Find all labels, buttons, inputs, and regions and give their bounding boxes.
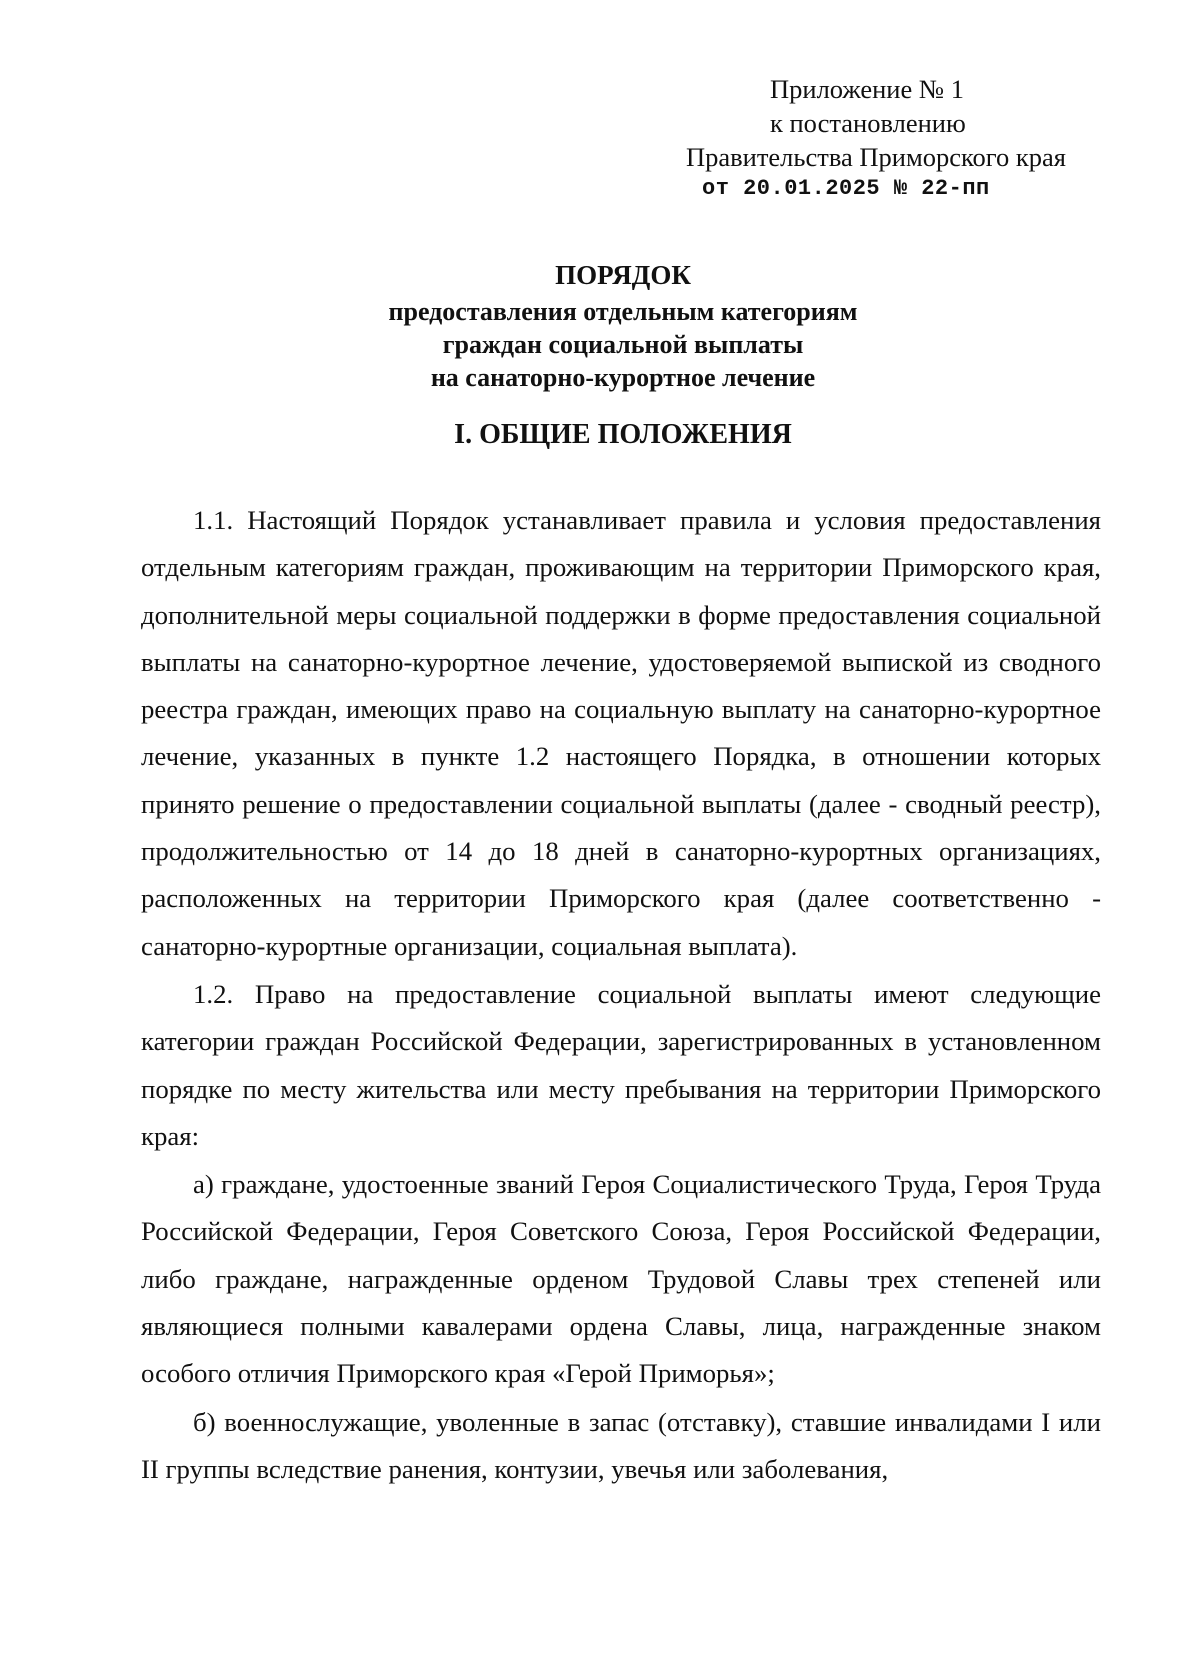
subtitle-line: предоставления отдельным категориям — [388, 297, 858, 326]
document-title: ПОРЯДОК — [555, 260, 691, 290]
document-date-number-stamp: от 20.01.2025 № 22-пп — [702, 176, 990, 201]
section-heading: I. ОБЩИЕ ПОЛОЖЕНИЯ — [454, 419, 792, 450]
subtitle-line: граждан социальной выплаты — [442, 330, 804, 359]
appendix-reference: к постановлению — [770, 108, 966, 138]
document-body — [141, 497, 1101, 1493]
subtitle-line: на санаторно-курортное лечение — [430, 363, 816, 392]
paragraph-b: б) военнослужащие, уволенные в запас (отставку), ставшие инвалидами I или II группы вследствие ранения, контузии, увечья или заболевания, — [141, 1406, 1101, 1484]
appendix-issuer: Правительства Приморского края — [686, 142, 1066, 172]
paragraph-1-2: 1.2. Право на предоставление социальной выплаты имеют следующие категории граждан Российской Федерации, зарегистрированных в установленном порядке по месту жительства или месту пребывания на территории Приморского края: — [141, 978, 1101, 1151]
appendix-header — [686, 72, 1106, 174]
paragraph-1-1: 1.1. Настоящий Порядок устанавливает правила и условия предоставления отдельным категориям граждан, проживающим на территории Приморского края, дополнительной меры социальной поддержки в форме предоставления социальной выплаты на санаторно-курортное лечение, удостоверяемой выпиской из сводного реестра граждан, имеющих право на социальную выплату на санаторно-курортное лечение, указанных в пункте 1.2 настоящего Порядка, в отношении которых принято решение о предоставлении социальной выплаты (далее - сводный реестр), продолжительностью от 14 до 18 дней в санаторно-курортных организациях, расположенных на территории Приморского края (далее соответственно - санаторно-курортные организации, социальная выплата). — [141, 505, 1101, 961]
document-subtitle — [140, 295, 1106, 394]
paragraph-a: а) граждане, удостоенные званий Героя Социалистического Труда, Героя Труда Российской Федерации, Героя Советского Союза, Героя Российской Федерации, либо граждане, награжденные орденом Трудовой Славы трех степеней или являющиеся полными кавалерами ордена Славы, лица, награжденные знаком особого отличия Приморского края «Герой Приморья»; — [141, 1169, 1101, 1389]
appendix-number: Приложение № 1 — [770, 74, 965, 104]
